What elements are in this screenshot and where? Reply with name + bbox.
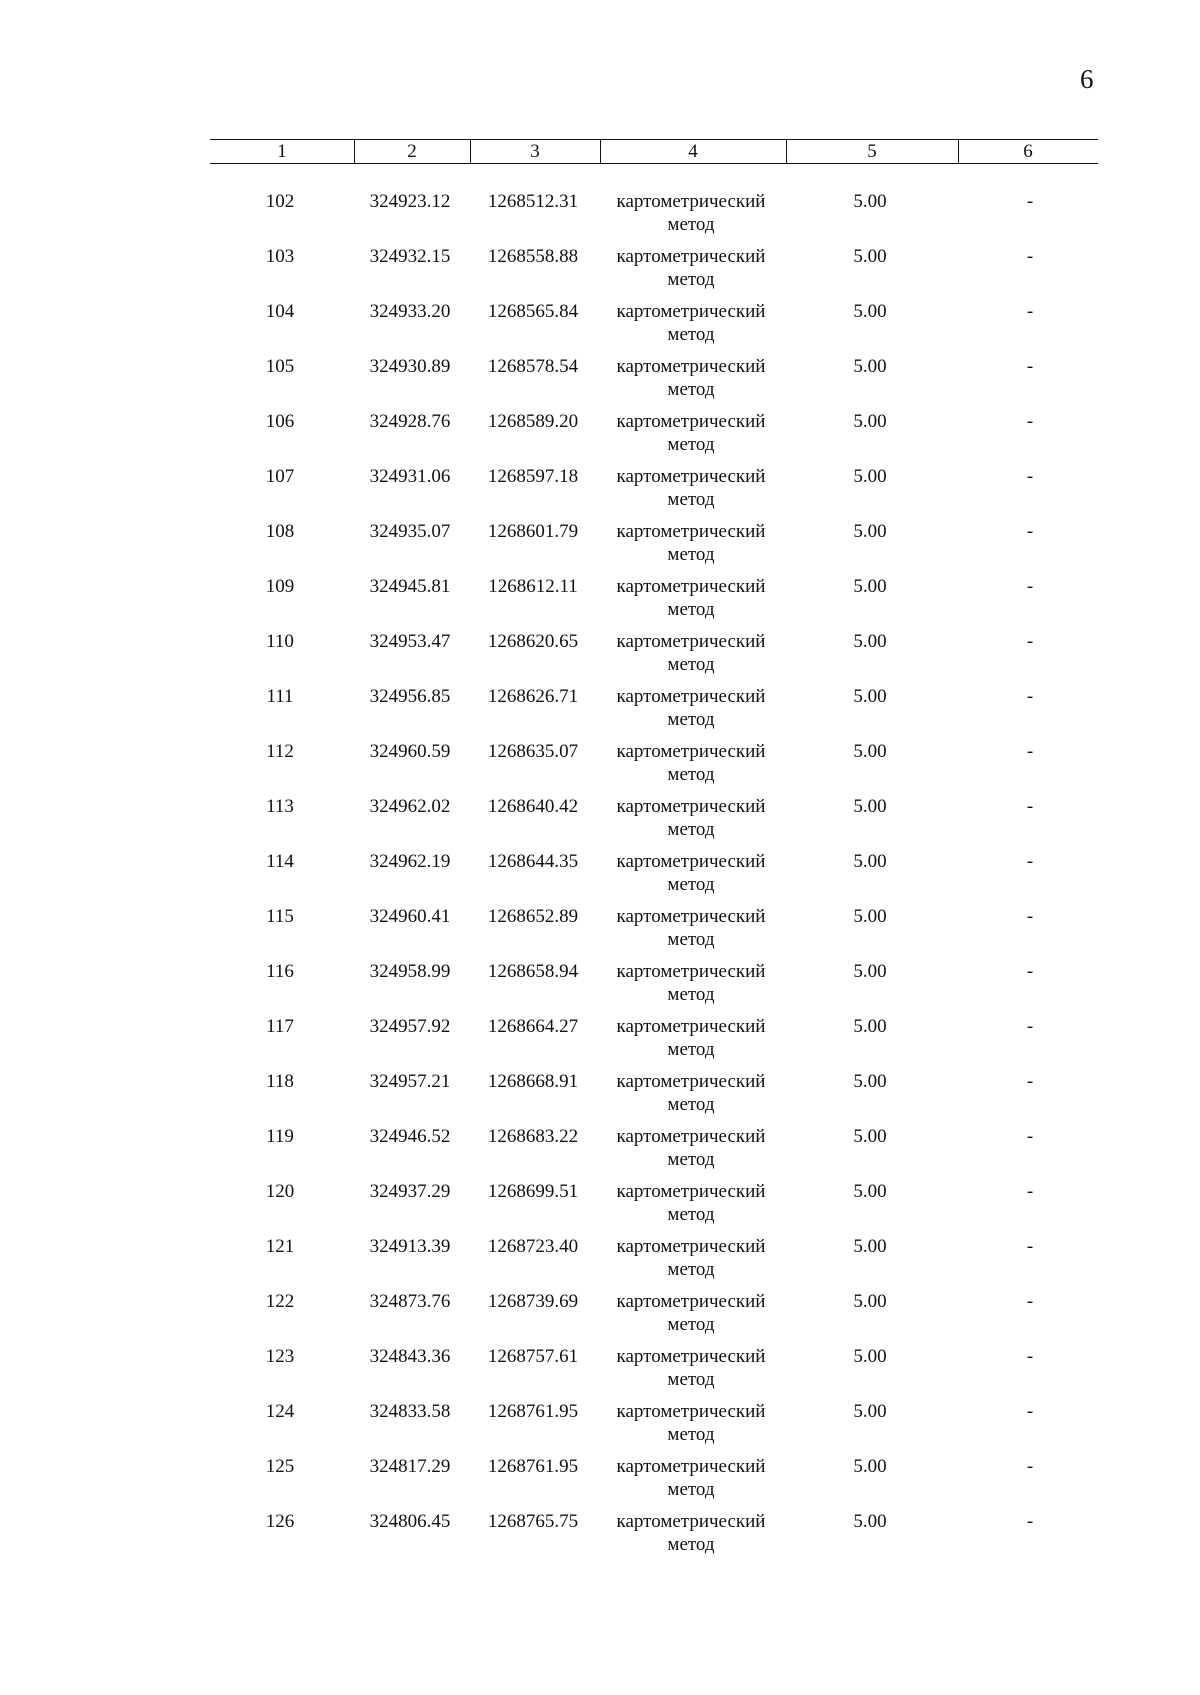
coordinate-x: 324806.45 [369, 1511, 451, 1532]
accuracy-value: 5.00 [853, 301, 887, 322]
page-number: 6 [1080, 64, 1094, 94]
table-row [0, 300, 1200, 355]
table-row [0, 410, 1200, 465]
accuracy-value: 5.00 [853, 356, 887, 377]
method-text: картометрический [616, 1456, 766, 1477]
method-cell [598, 630, 784, 676]
method-text: метод [667, 324, 715, 345]
coordinate-x: 324843.36 [369, 1346, 451, 1367]
method-text: картометрический [616, 1126, 766, 1147]
coordinate-y: 1268626.71 [487, 686, 579, 707]
point-number: 103 [265, 246, 295, 267]
method-text: картометрический [616, 1236, 766, 1257]
table-row [0, 1455, 1200, 1510]
note-value: - [1026, 246, 1034, 267]
accuracy-value: 5.00 [853, 1346, 887, 1367]
method-text: картометрический [616, 741, 766, 762]
method-text: картометрический [616, 686, 766, 707]
coordinate-y: 1268658.94 [487, 961, 579, 982]
method-cell [598, 1455, 784, 1501]
table-row [0, 740, 1200, 795]
coordinate-y: 1268512.31 [487, 191, 579, 212]
coordinate-x: 324833.58 [369, 1401, 451, 1422]
note-value: - [1026, 1016, 1034, 1037]
method-text: картометрический [616, 246, 766, 267]
accuracy-value: 5.00 [853, 246, 887, 267]
accuracy-value: 5.00 [853, 631, 887, 652]
coordinate-x: 324945.81 [369, 576, 451, 597]
accuracy-value: 5.00 [853, 466, 887, 487]
point-number: 126 [265, 1511, 295, 1532]
point-number: 120 [265, 1181, 295, 1202]
point-number: 116 [266, 961, 294, 982]
method-text: картометрический [616, 301, 766, 322]
point-number: 107 [265, 466, 295, 487]
table-row [0, 465, 1200, 520]
coordinate-y: 1268558.88 [487, 246, 579, 267]
coordinate-y: 1268761.95 [487, 1456, 579, 1477]
accuracy-value: 5.00 [853, 961, 887, 982]
coordinate-y: 1268565.84 [487, 301, 579, 322]
method-text: картометрический [616, 1016, 766, 1037]
coordinate-x: 324937.29 [369, 1181, 451, 1202]
accuracy-value: 5.00 [853, 796, 887, 817]
coordinate-y: 1268612.11 [488, 576, 578, 597]
method-text: метод [667, 214, 715, 235]
note-value: - [1026, 686, 1034, 707]
table-row [0, 1015, 1200, 1070]
coordinate-x: 324956.85 [369, 686, 451, 707]
point-number: 114 [266, 851, 294, 872]
method-text: метод [667, 1534, 715, 1555]
coordinate-y: 1268683.22 [487, 1126, 579, 1147]
column-header-4: 4 [688, 141, 698, 162]
method-text: метод [667, 819, 715, 840]
method-cell [598, 685, 784, 731]
method-text: метод [667, 1204, 715, 1225]
table-row [0, 630, 1200, 685]
method-cell [598, 245, 784, 291]
accuracy-value: 5.00 [853, 1016, 887, 1037]
note-value: - [1026, 411, 1034, 432]
method-text: картометрический [616, 356, 766, 377]
method-text: картометрический [616, 576, 766, 597]
method-text: картометрический [616, 1291, 766, 1312]
method-text: метод [667, 984, 715, 1005]
table-row [0, 1400, 1200, 1455]
method-text: картометрический [616, 466, 766, 487]
method-text: метод [667, 434, 715, 455]
coordinate-y: 1268578.54 [487, 356, 579, 377]
point-number: 121 [265, 1236, 295, 1257]
table-header [210, 139, 1098, 164]
coordinate-x: 324923.12 [369, 191, 451, 212]
table-row [0, 245, 1200, 300]
method-text: метод [667, 874, 715, 895]
method-text: картометрический [616, 191, 766, 212]
coordinate-x: 324957.21 [369, 1071, 451, 1092]
table-row [0, 960, 1200, 1015]
coordinate-y: 1268723.40 [487, 1236, 579, 1257]
method-cell [598, 740, 784, 786]
method-cell [598, 355, 784, 401]
point-number: 118 [266, 1071, 294, 1092]
table-row [0, 1290, 1200, 1345]
coordinate-x: 324873.76 [369, 1291, 451, 1312]
table-row [0, 685, 1200, 740]
coordinate-x: 324931.06 [369, 466, 451, 487]
method-cell [598, 465, 784, 511]
table-row [0, 1345, 1200, 1400]
coordinate-x: 324946.52 [369, 1126, 451, 1147]
method-text: метод [667, 599, 715, 620]
method-cell [598, 905, 784, 951]
coordinate-y: 1268739.69 [487, 1291, 579, 1312]
point-number: 123 [265, 1346, 295, 1367]
method-cell [598, 850, 784, 896]
method-text: метод [667, 269, 715, 290]
coordinate-y: 1268757.61 [487, 1346, 579, 1367]
column-header-2: 2 [407, 141, 417, 162]
note-value: - [1026, 1181, 1034, 1202]
coordinate-y: 1268644.35 [487, 851, 579, 872]
note-value: - [1026, 631, 1034, 652]
coordinate-x: 324932.15 [369, 246, 451, 267]
note-value: - [1026, 191, 1034, 212]
note-value: - [1026, 301, 1034, 322]
note-value: - [1026, 521, 1034, 542]
coordinate-y: 1268664.27 [487, 1016, 579, 1037]
accuracy-value: 5.00 [853, 686, 887, 707]
note-value: - [1026, 1456, 1034, 1477]
point-number: 113 [266, 796, 294, 817]
accuracy-value: 5.00 [853, 521, 887, 542]
method-cell [598, 795, 784, 841]
accuracy-value: 5.00 [853, 1456, 887, 1477]
method-text: метод [667, 764, 715, 785]
point-number: 104 [265, 301, 295, 322]
accuracy-value: 5.00 [853, 576, 887, 597]
note-value: - [1026, 1346, 1034, 1367]
method-cell [598, 520, 784, 566]
column-header-6: 6 [1023, 141, 1033, 162]
coordinate-x: 324933.20 [369, 301, 451, 322]
method-text: картометрический [616, 521, 766, 542]
method-text: метод [667, 379, 715, 400]
point-number: 119 [266, 1126, 294, 1147]
method-text: картометрический [616, 851, 766, 872]
table-row [0, 850, 1200, 905]
coordinate-y: 1268765.75 [487, 1511, 579, 1532]
method-text: метод [667, 709, 715, 730]
point-number: 125 [265, 1456, 295, 1477]
table-row [0, 795, 1200, 850]
method-cell [598, 1235, 784, 1281]
method-text: картометрический [616, 1346, 766, 1367]
coordinate-y: 1268699.51 [487, 1181, 579, 1202]
table-body [0, 190, 1200, 1565]
note-value: - [1026, 741, 1034, 762]
table-row [0, 575, 1200, 630]
coordinate-y: 1268620.65 [487, 631, 579, 652]
method-text: картометрический [616, 1181, 766, 1202]
note-value: - [1026, 1401, 1034, 1422]
method-text: метод [667, 1259, 715, 1280]
coordinate-x: 324962.19 [369, 851, 451, 872]
point-number: 102 [265, 191, 295, 212]
note-value: - [1026, 961, 1034, 982]
column-header-5: 5 [867, 141, 877, 162]
accuracy-value: 5.00 [853, 741, 887, 762]
point-number: 115 [266, 906, 294, 927]
table-row [0, 190, 1200, 245]
coordinate-y: 1268589.20 [487, 411, 579, 432]
point-number: 117 [266, 1016, 294, 1037]
note-value: - [1026, 466, 1034, 487]
method-text: метод [667, 1094, 715, 1115]
method-text: метод [667, 654, 715, 675]
point-number: 110 [266, 631, 294, 652]
accuracy-value: 5.00 [853, 1071, 887, 1092]
coordinate-y: 1268668.91 [487, 1071, 579, 1092]
method-cell [598, 1510, 784, 1556]
accuracy-value: 5.00 [853, 1401, 887, 1422]
method-text: метод [667, 544, 715, 565]
column-header-1: 1 [277, 141, 287, 162]
accuracy-value: 5.00 [853, 1126, 887, 1147]
method-text: картометрический [616, 1511, 766, 1532]
note-value: - [1026, 576, 1034, 597]
table-row [0, 1125, 1200, 1180]
accuracy-value: 5.00 [853, 1181, 887, 1202]
point-number: 124 [265, 1401, 295, 1422]
coordinate-y: 1268640.42 [487, 796, 579, 817]
coordinate-y: 1268597.18 [487, 466, 579, 487]
accuracy-value: 5.00 [853, 191, 887, 212]
accuracy-value: 5.00 [853, 1511, 887, 1532]
table-row [0, 1070, 1200, 1125]
coordinate-x: 324958.99 [369, 961, 451, 982]
note-value: - [1026, 1236, 1034, 1257]
note-value: - [1026, 1126, 1034, 1147]
method-text: картометрический [616, 411, 766, 432]
point-number: 105 [265, 356, 295, 377]
coordinate-x: 324913.39 [369, 1236, 451, 1257]
coordinate-x: 324960.41 [369, 906, 451, 927]
coordinate-y: 1268652.89 [487, 906, 579, 927]
column-header-3: 3 [530, 141, 540, 162]
table-row [0, 1235, 1200, 1290]
method-text: метод [667, 1369, 715, 1390]
method-cell [598, 410, 784, 456]
point-number: 111 [266, 686, 294, 707]
note-value: - [1026, 1511, 1034, 1532]
note-value: - [1026, 1291, 1034, 1312]
table-row [0, 520, 1200, 575]
coordinate-x: 324957.92 [369, 1016, 451, 1037]
method-cell [598, 1070, 784, 1116]
point-number: 108 [265, 521, 295, 542]
method-text: картометрический [616, 796, 766, 817]
note-value: - [1026, 356, 1034, 377]
method-cell [598, 1345, 784, 1391]
method-cell [598, 1015, 784, 1061]
method-text: картометрический [616, 631, 766, 652]
method-text: метод [667, 489, 715, 510]
accuracy-value: 5.00 [853, 851, 887, 872]
coordinate-x: 324817.29 [369, 1456, 451, 1477]
method-text: метод [667, 1149, 715, 1170]
table-row [0, 905, 1200, 960]
method-text: метод [667, 1314, 715, 1335]
method-text: картометрический [616, 1071, 766, 1092]
note-value: - [1026, 796, 1034, 817]
point-number: 112 [266, 741, 294, 762]
method-cell [598, 190, 784, 236]
method-cell [598, 575, 784, 621]
method-cell [598, 1180, 784, 1226]
point-number: 109 [265, 576, 295, 597]
note-value: - [1026, 851, 1034, 872]
coordinate-y: 1268601.79 [487, 521, 579, 542]
method-cell [598, 1125, 784, 1171]
accuracy-value: 5.00 [853, 1236, 887, 1257]
point-number: 122 [265, 1291, 295, 1312]
method-text: картометрический [616, 1401, 766, 1422]
coordinate-x: 324953.47 [369, 631, 451, 652]
coordinate-x: 324962.02 [369, 796, 451, 817]
method-text: метод [667, 1039, 715, 1060]
accuracy-value: 5.00 [853, 906, 887, 927]
coordinate-x: 324928.76 [369, 411, 451, 432]
coordinate-x: 324935.07 [369, 521, 451, 542]
coordinate-x: 324960.59 [369, 741, 451, 762]
coordinate-x: 324930.89 [369, 356, 451, 377]
accuracy-value: 5.00 [853, 1291, 887, 1312]
point-number: 106 [265, 411, 295, 432]
method-cell [598, 300, 784, 346]
table-row [0, 1510, 1200, 1565]
coordinate-y: 1268635.07 [487, 741, 579, 762]
coordinate-y: 1268761.95 [487, 1401, 579, 1422]
method-text: картометрический [616, 961, 766, 982]
method-text: метод [667, 1424, 715, 1445]
method-cell [598, 960, 784, 1006]
method-text: картометрический [616, 906, 766, 927]
method-text: метод [667, 1479, 715, 1500]
method-cell [598, 1400, 784, 1446]
table-row [0, 1180, 1200, 1235]
note-value: - [1026, 906, 1034, 927]
accuracy-value: 5.00 [853, 411, 887, 432]
table-row [0, 355, 1200, 410]
note-value: - [1026, 1071, 1034, 1092]
method-cell [598, 1290, 784, 1336]
method-text: метод [667, 929, 715, 950]
